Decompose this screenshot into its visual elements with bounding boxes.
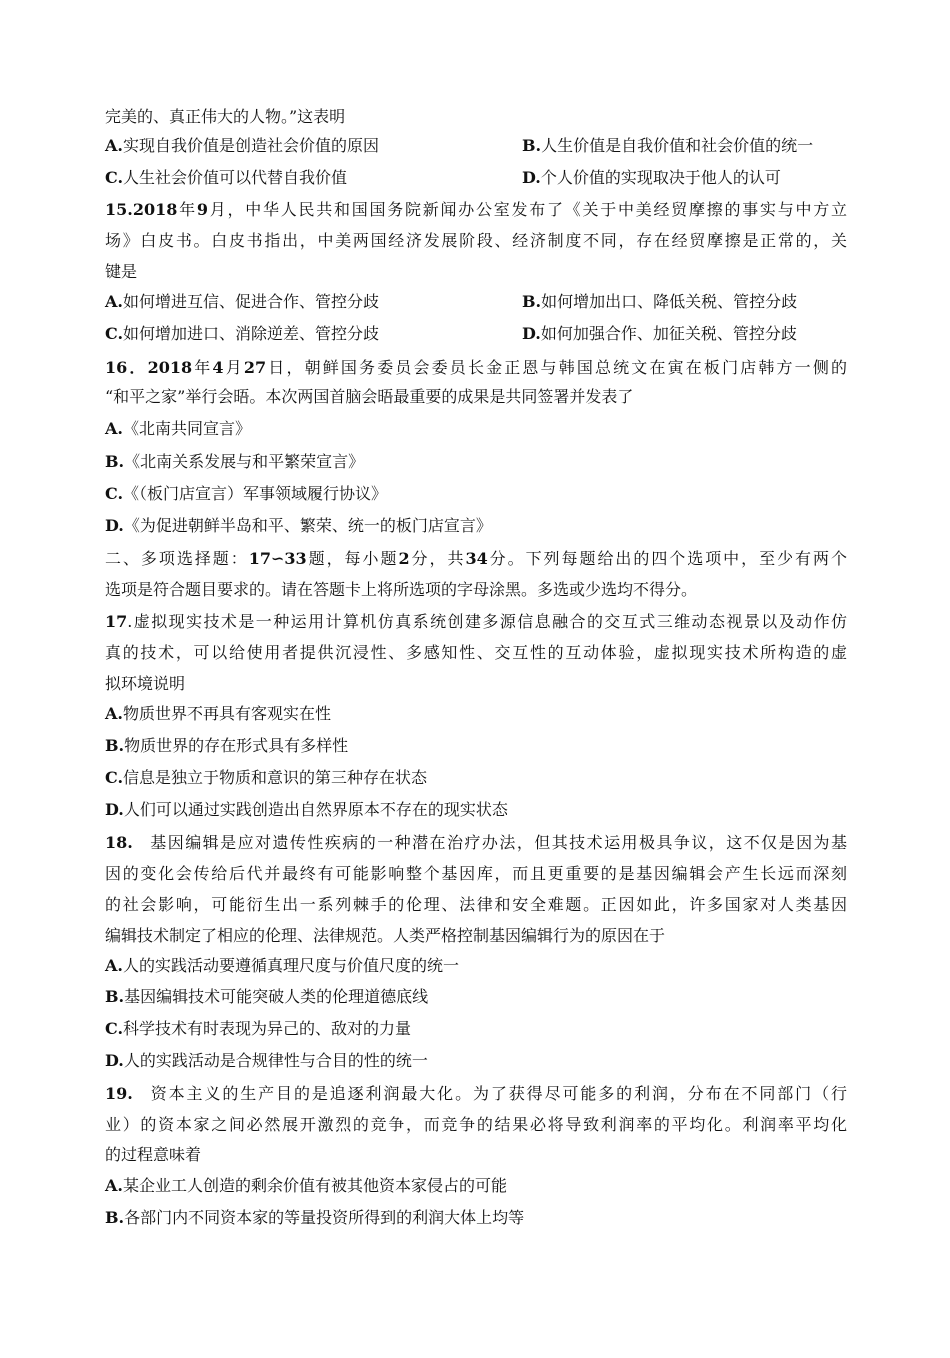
q16-stem-line-1: 16．2018年4月27日，朝鲜国务委员会委员长金正恩与韩国总统文在寅在板门店韩方一侧的 bbox=[105, 358, 847, 377]
q18-option-a: A.人的实践活动要遵循真理尺度与价值尺度的统一 bbox=[105, 956, 459, 975]
q19-stem-line-2: 业）的资本家之间必然展开激烈的竞争，而竞争的结果必将导致利润率的平均化。利润率平均化 bbox=[105, 1115, 847, 1134]
q17-option-c: C.信息是独立于物质和意识的第三种存在状态 bbox=[105, 768, 428, 787]
q15-option-b: B.如何增加出口、降低关税、管控分歧 bbox=[522, 292, 798, 311]
q17-stem-line-3: 拟环境说明 bbox=[105, 674, 186, 693]
q18-stem-line-2: 因的变化会传给后代并最终有可能影响整个基因库，而且更重要的是基因编辑会产生长远而深刻 bbox=[105, 864, 847, 883]
q15-option-d: D.如何加强合作、加征关税、管控分歧 bbox=[522, 324, 797, 343]
q17-option-a: A.物质世界不再具有客观实在性 bbox=[105, 704, 331, 723]
q18-option-d: D.人的实践活动是合规律性与合目的性的统一 bbox=[105, 1051, 428, 1070]
q15-stem-line-2: 场》白皮书。白皮书指出，中美两国经济发展阶段、经济制度不同，存在经贸摩擦是正常的，关 bbox=[105, 231, 847, 250]
q18-option-b: B.基因编辑技术可能突破人类的伦理道德底线 bbox=[105, 987, 429, 1006]
q17-stem-line-2: 真的技术，可以给使用者提供沉浸性、多感知性、交互性的互动体验，虚拟现实技术所构造的虚 bbox=[105, 643, 847, 662]
q16-stem-line-2: “和平之家”举行会晤。本次两国首脑会晤最重要的成果是共同签署并发表了 bbox=[105, 387, 634, 406]
q18-stem-line-1: 18. 基因编辑是应对遗传性疾病的一种潜在治疗办法，但其技术运用极具争议，这不仅是因为基 bbox=[105, 833, 847, 852]
q15-stem-line-1: 15.2018年9月，中华人民共和国国务院新闻办公室发布了《关于中美经贸摩擦的事实与中方立 bbox=[105, 200, 847, 219]
q15-stem-line-3: 键是 bbox=[105, 262, 138, 281]
q17-option-d: D.人们可以通过实践创造出自然界原本不存在的现实状态 bbox=[105, 800, 508, 819]
q15-option-c: C.如何增加进口、消除逆差、管控分歧 bbox=[105, 324, 380, 343]
q19-option-b: B.各部门内不同资本家的等量投资所得到的利润大体上均等 bbox=[105, 1208, 525, 1227]
q18-stem-line-3: 的社会影响，可能衍生出一系列棘手的伦理、法律和安全难题。正因如此，许多国家对人类基因 bbox=[105, 895, 847, 914]
q14-option-c: C.人生社会价值可以代替自我价值 bbox=[105, 168, 348, 187]
q19-stem-line-1: 19. 资本主义的生产目的是追逐利润最大化。为了获得尽可能多的利润，分布在不同部门（行 bbox=[105, 1084, 847, 1103]
q18-option-c: C.科学技术有时表现为异己的、敌对的力量 bbox=[105, 1019, 412, 1038]
q16-option-a: A.《北南共同宣言》 bbox=[105, 419, 251, 438]
q14-option-b: B.人生价值是自我价值和社会价值的统一 bbox=[522, 136, 814, 155]
q16-option-c: C.《（板门店宣言）军事领域履行协议》 bbox=[105, 484, 388, 503]
q17-option-b: B.物质世界的存在形式具有多样性 bbox=[105, 736, 349, 755]
q17-stem-line-1: 17.虚拟现实技术是一种运用计算机仿真系统创建多源信息融合的交互式三维动态视景以及动作仿 bbox=[105, 612, 847, 631]
q15-option-a: A.如何增进互信、促进合作、管控分歧 bbox=[105, 292, 379, 311]
q14-stem-tail: 完美的、真正伟大的人物。”这表明 bbox=[105, 107, 346, 126]
q16-option-d: D.《为促进朝鲜半岛和平、繁荣、统一的板门店宣言》 bbox=[105, 516, 492, 535]
q19-option-a: A.某企业工人创造的剩余价值有被其他资本家侵占的可能 bbox=[105, 1176, 507, 1195]
q18-stem-line-4: 编辑技术制定了相应的伦理、法律规范。人类严格控制基因编辑行为的原因在于 bbox=[105, 926, 666, 945]
q14-option-d: D.个人价值的实现取决于他人的认可 bbox=[522, 168, 781, 187]
q14-option-a: A.实现自我价值是创造社会价值的原因 bbox=[105, 136, 379, 155]
q16-option-b: B.《北南关系发展与和平繁荣宣言》 bbox=[105, 452, 365, 471]
section-2-instructions-line-1: 二、多项选择题：17∽33题，每小题2分，共34分。下列每题给出的四个选项中，至少有两个 bbox=[105, 549, 847, 568]
section-2-instructions-line-2: 选项是符合题目要求的。请在答题卡上将所选项的字母涂黑。多选或少选均不得分。 bbox=[105, 580, 698, 599]
q19-stem-line-3: 的过程意味着 bbox=[105, 1145, 202, 1164]
